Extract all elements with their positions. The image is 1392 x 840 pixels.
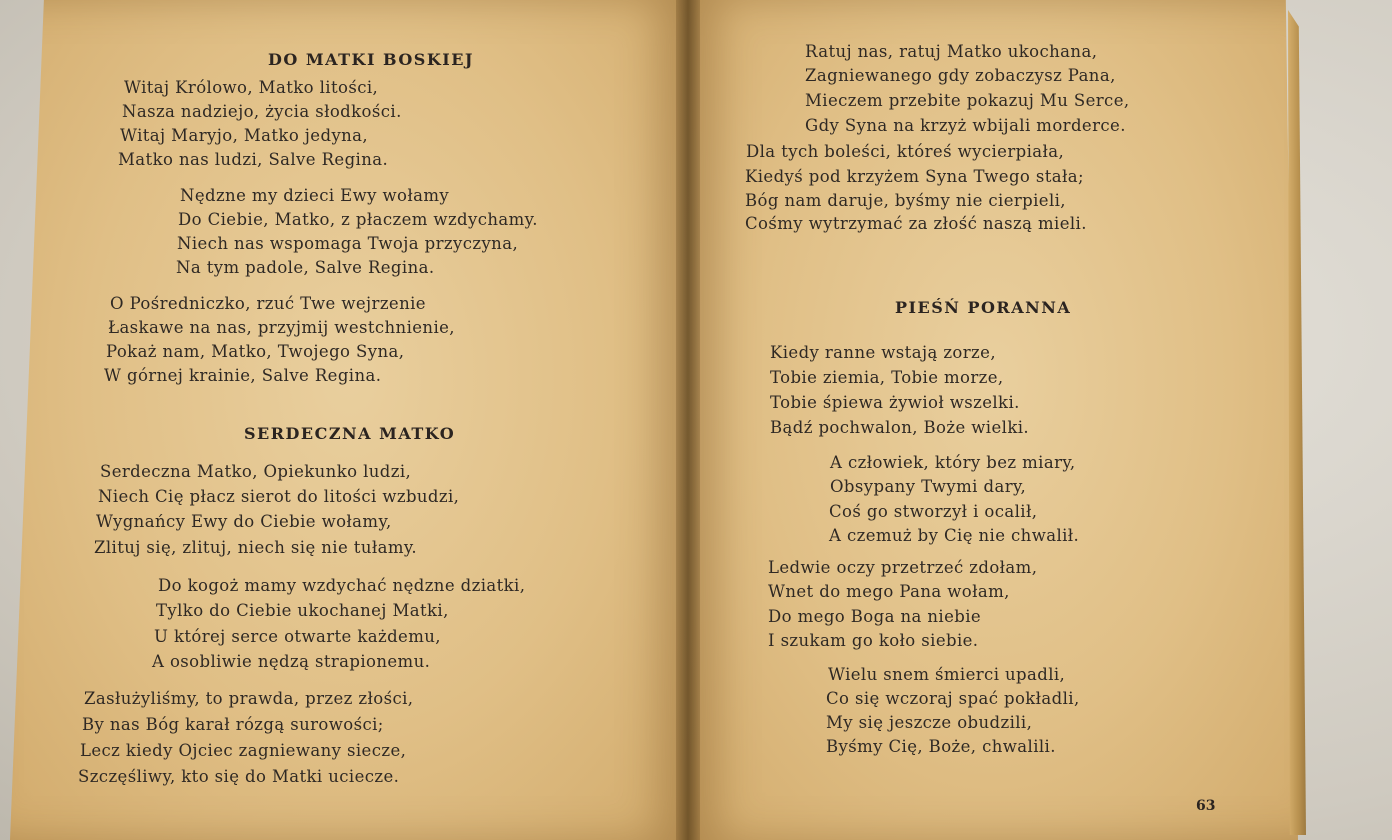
verse-line: Coś go stworzył i ocalił, [829,502,1038,521]
verse-line: A czemuż by Cię nie chwalił. [829,526,1080,545]
verse-line: W górnej krainie, Salve Regina. [104,366,382,385]
verse-line: Co się wczoraj spać pokładli, [826,689,1080,708]
verse-line: Wielu snem śmierci upadli, [828,665,1066,684]
verse-line: Tobie ziemia, Tobie morze, [770,368,1004,387]
verse-line: O Pośredniczko, rzuć Twe wejrzenie [110,294,426,313]
verse-line: Łaskawe na nas, przyjmij westchnienie, [108,318,455,337]
verse-line: By nas Bóg karał rózgą surowości; [82,715,384,734]
verse-line: Zasłużyliśmy, to prawda, przez złości, [84,689,414,708]
verse-line: A człowiek, który bez miary, [830,453,1076,472]
verse-line: Witaj Królowo, Matko litości, [124,78,379,97]
verse-line: Mieczem przebite pokazuj Mu Serce, [805,91,1130,110]
verse-line: Witaj Maryjo, Matko jedyna, [120,126,369,145]
song-title-piesn-poranna: PIEŚŃ PORANNA [895,298,1072,317]
verse-line: Niech Cię płacz sierot do litości wzbudzi, [98,487,460,506]
verse-line: Byśmy Cię, Boże, chwalili. [826,737,1056,756]
verse-line: Niech nas wspomaga Twoja przyczyna, [177,234,519,253]
verse-line: Dla tych boleści, któreś wycierpiała, [746,142,1065,161]
verse-line: Do mego Boga na niebie [768,607,982,626]
verse-line: Tylko do Ciebie ukochanej Matki, [156,601,449,620]
verse-line: A osobliwie nędzą strapionemu. [152,652,431,671]
verse-line: Zagniewanego gdy zobaczysz Pana, [805,66,1116,85]
verse-line: Na tym padole, Salve Regina. [176,258,435,277]
verse-line: Wygnańcy Ewy do Ciebie wołamy, [96,512,392,531]
verse-line: U której serce otwarte każdemu, [154,627,441,646]
song-title-serdeczna-matko: SERDECZNA MATKO [244,424,456,443]
verse-line: Kiedy ranne wstają zorze, [770,343,996,362]
verse-line: Serdeczna Matko, Opiekunko ludzi, [100,462,412,481]
verse-line: Obsypany Twymi dary, [830,477,1027,496]
verse-line: Ratuj nas, ratuj Matko ukochana, [805,42,1098,61]
song-title-do-matki-boskiej: DO MATKI BOSKIEJ [268,50,474,69]
verse-line: Kiedyś pod krzyżem Syna Twego stała; [745,167,1084,186]
verse-line: Lecz kiedy Ojciec zagniewany siecze, [80,741,407,760]
verse-line: Nędzne my dzieci Ewy wołamy [180,186,450,205]
page-number: 63 [1196,798,1216,814]
verse-line: My się jeszcze obudzili, [826,713,1033,732]
verse-line: Matko nas ludzi, Salve Regina. [118,150,389,169]
verse-line: Zlituj się, zlituj, niech się nie tułamy. [94,538,418,557]
verse-line: Bóg nam daruje, byśmy nie cierpieli, [745,191,1066,210]
verse-line: Bądź pochwalon, Boże wielki. [770,418,1030,437]
verse-line: Wnet do mego Pana wołam, [768,582,1010,601]
verse-line: Gdy Syna na krzyż wbijali morderce. [805,116,1126,135]
verse-line: Tobie śpiewa żywioł wszelki. [770,393,1020,412]
verse-line: Pokaż nam, Matko, Twojego Syna, [106,342,405,361]
verse-line: Nasza nadziejo, życia słodkości. [122,102,402,121]
verse-line: Szczęśliwy, kto się do Matki ucieczе. [78,767,400,786]
verse-line: Ledwie oczy przetrzeć zdołam, [768,558,1038,577]
verse-line: Do kogoż mamy wzdychać nędzne dziatki, [158,576,526,595]
verse-line: Cośmy wytrzymać za złość naszą mieli. [745,214,1087,233]
verse-line: Do Ciebie, Matko, z płaczem wzdychamy. [178,210,538,229]
book-gutter [676,0,700,840]
verse-line: I szukam go koło siebie. [768,631,979,650]
